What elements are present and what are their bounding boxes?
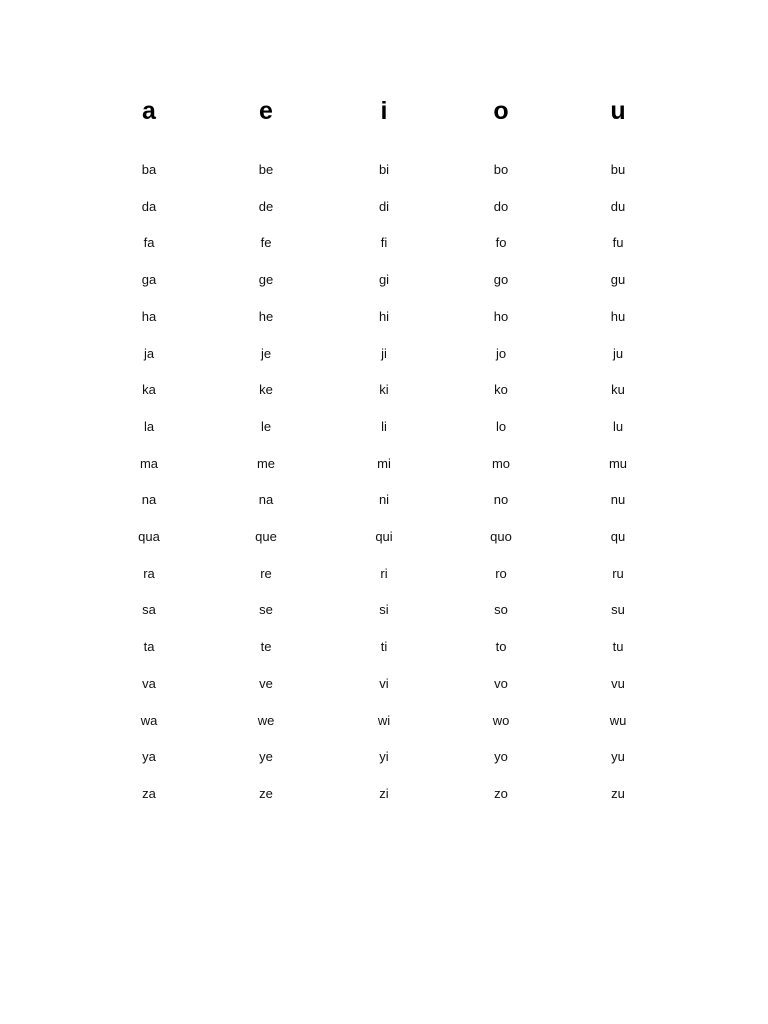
syllable: ya	[142, 749, 156, 765]
syllable: bo	[493, 162, 509, 177]
syllable: wo	[492, 712, 510, 728]
syllable: gi	[378, 272, 390, 288]
syllable: ni	[378, 492, 390, 508]
vowel-heading: u	[610, 97, 626, 125]
syllable: si	[379, 602, 389, 618]
syllable: que	[255, 529, 277, 544]
syllable: du	[610, 198, 626, 214]
syllable: ha	[141, 308, 157, 324]
syllable: zu	[611, 785, 625, 801]
syllable: ji	[381, 345, 387, 361]
syllable: je	[260, 345, 272, 361]
syllable: ri	[380, 565, 388, 581]
syllable: ra	[143, 565, 155, 581]
syllable: za	[142, 785, 156, 801]
vowel-column	[573, 0, 663, 1024]
syllable: hu	[610, 308, 626, 324]
syllable: vo	[494, 675, 508, 691]
syllable: quo	[490, 529, 512, 544]
syllable: mu	[608, 455, 628, 471]
syllable: wi	[377, 712, 391, 728]
syllable: zo	[494, 785, 508, 801]
syllable: ze	[259, 785, 273, 801]
syllable: ru	[612, 565, 624, 581]
syllable: mo	[491, 455, 511, 471]
syllable: tu	[612, 639, 624, 655]
syllable: vu	[611, 675, 625, 691]
vowel-column	[104, 0, 194, 1024]
syllable: ve	[259, 675, 273, 691]
syllable: qua	[138, 529, 160, 544]
syllable: yo	[494, 749, 508, 765]
syllable: fi	[380, 235, 388, 251]
syllable: da	[141, 198, 157, 214]
syllable: na	[141, 492, 157, 508]
syllable: fo	[495, 235, 507, 251]
vowel-column	[221, 0, 311, 1024]
syllable: no	[493, 492, 509, 508]
syllable: te	[260, 639, 272, 655]
syllable: lo	[495, 418, 507, 434]
syllable: ye	[259, 749, 273, 765]
syllable: ke	[259, 382, 273, 398]
vowel-column	[456, 0, 546, 1024]
syllable: fe	[260, 235, 272, 251]
syllable: ju	[612, 345, 624, 361]
syllable: li	[381, 418, 387, 434]
vowel-heading: o	[493, 97, 509, 125]
syllable: ge	[258, 272, 274, 288]
syllable: we	[257, 712, 275, 728]
syllable: nu	[610, 492, 626, 508]
syllable: ro	[495, 565, 507, 581]
syllable: ku	[611, 382, 625, 398]
syllable: ki	[379, 382, 389, 398]
syllable: yu	[611, 749, 625, 765]
vowel-heading: a	[142, 97, 156, 125]
syllable: le	[260, 418, 272, 434]
syllable: do	[493, 198, 509, 214]
syllable: ka	[142, 382, 156, 398]
syllable: jo	[495, 345, 507, 361]
syllable: he	[258, 308, 274, 324]
syllable: gu	[610, 272, 626, 288]
syllable: ho	[493, 308, 509, 324]
syllable: qui	[375, 529, 393, 544]
syllable: zi	[379, 785, 389, 801]
syllable: bi	[378, 162, 390, 177]
syllable: ko	[494, 382, 508, 398]
syllable: me	[256, 455, 276, 471]
syllable: lu	[612, 418, 624, 434]
syllable: fa	[143, 235, 155, 251]
syllable: be	[258, 162, 274, 177]
syllable: fu	[612, 235, 624, 251]
vowel-heading: e	[259, 97, 273, 125]
syllable: so	[494, 602, 508, 618]
syllable: la	[143, 418, 155, 434]
syllable: va	[142, 675, 156, 691]
syllable: ga	[141, 272, 157, 288]
syllable: wu	[609, 712, 627, 728]
syllable: sa	[142, 602, 156, 618]
vowel-heading: i	[380, 97, 388, 125]
syllable: ma	[139, 455, 159, 471]
syllable: mi	[377, 455, 391, 471]
syllable: de	[258, 198, 274, 214]
syllable: bu	[610, 162, 626, 177]
syllable: to	[495, 639, 507, 655]
syllable: su	[611, 602, 625, 618]
syllable: wa	[140, 712, 158, 728]
syllable: ta	[143, 639, 155, 655]
syllable: hi	[378, 308, 390, 324]
syllable: go	[493, 272, 509, 288]
syllable: yi	[379, 749, 389, 765]
syllable: vi	[379, 675, 389, 691]
syllable: ja	[143, 345, 155, 361]
syllable: di	[378, 198, 390, 214]
vowel-column	[339, 0, 429, 1024]
syllable: ti	[380, 639, 388, 655]
syllable: na	[258, 492, 274, 508]
syllable: ba	[141, 162, 157, 177]
syllable: re	[260, 565, 272, 581]
syllable: se	[259, 602, 273, 618]
syllable: qu	[610, 529, 626, 544]
